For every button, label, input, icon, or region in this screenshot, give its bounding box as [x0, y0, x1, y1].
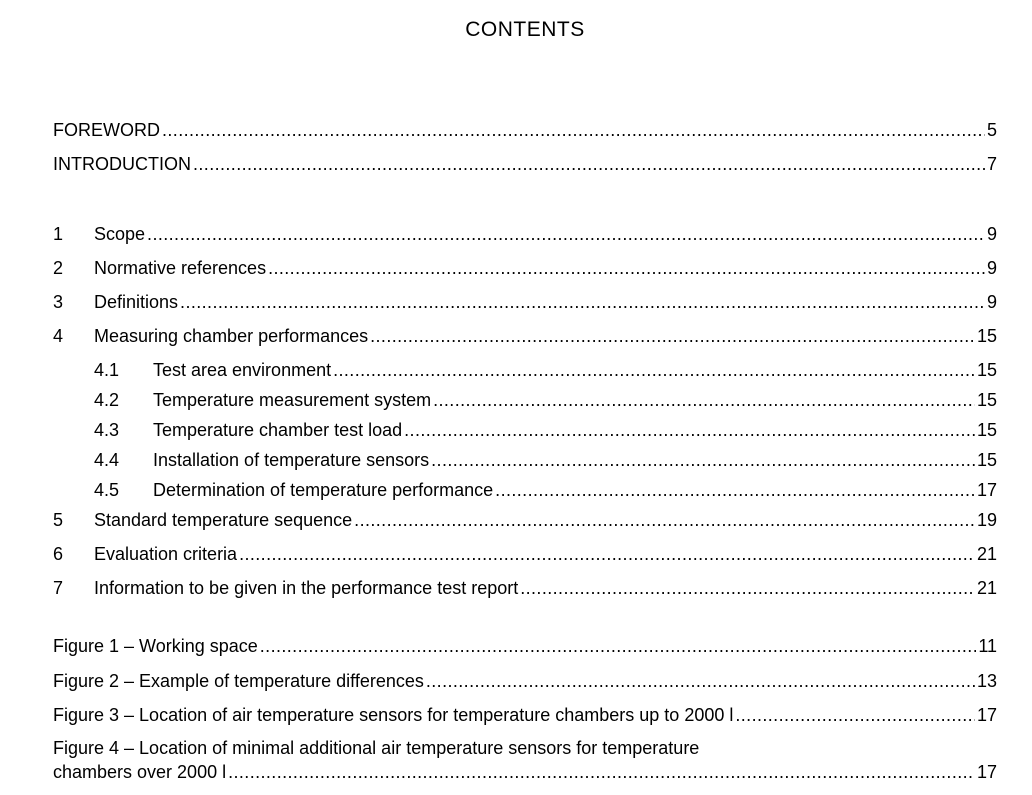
leader-dots: [426, 671, 975, 691]
toc-entry-label: Evaluation criteria: [94, 544, 238, 564]
toc-entry-page: 19: [976, 510, 997, 530]
toc-entry-clause-5[interactable]: [53, 506, 997, 530]
toc-entry-label: Definitions: [94, 292, 179, 312]
leader-dots: [239, 544, 975, 564]
toc-entry-page: 15: [976, 360, 997, 380]
leader-dots: [268, 258, 985, 278]
page-title: CONTENTS: [465, 18, 585, 41]
toc-entry-clause-7[interactable]: [53, 574, 997, 598]
toc-entry-page: 17: [976, 762, 997, 782]
leader-dots: [354, 510, 975, 530]
toc-entry-page: 21: [976, 544, 997, 564]
leader-dots: [404, 420, 975, 440]
toc-entry-label: Test area environment: [153, 360, 332, 380]
toc-entry-page: 17: [976, 480, 997, 500]
toc-entry-clause-4-4[interactable]: [94, 446, 997, 470]
toc-entry-label: Installation of temperature sensors: [153, 450, 430, 470]
toc-entry-number: 1: [53, 224, 64, 244]
toc-entry-label: Measuring chamber performances: [94, 326, 369, 346]
toc-entry-label: FOREWORD: [53, 120, 160, 140]
leader-dots: [162, 120, 985, 140]
toc-entry-clause-4-1[interactable]: [94, 356, 997, 380]
toc-entry-label: Scope: [94, 224, 146, 244]
leader-dots: [260, 636, 977, 656]
leader-dots: [495, 480, 975, 500]
toc-entry-label: Figure 3 – Location of air temperature sensors for temperature chambers up to 2000 l: [53, 705, 734, 725]
toc-entry-number: 4.3: [94, 420, 120, 440]
toc-entry-label: chambers over 2000 l: [53, 762, 227, 782]
toc-entry-number: 6: [53, 544, 64, 564]
toc-entry-clause-3[interactable]: [53, 288, 997, 312]
toc-entry-clause-1[interactable]: [53, 220, 997, 244]
leader-dots: [431, 450, 975, 470]
leader-dots: [370, 326, 975, 346]
toc-entry-number: 4.2: [94, 390, 120, 410]
leader-dots: [228, 762, 975, 782]
toc-entry-label: Determination of temperature performance: [153, 480, 494, 500]
toc-entry-page: 15: [976, 420, 997, 440]
leader-dots: [180, 292, 985, 312]
toc-entry-label: INTRODUCTION: [53, 154, 191, 174]
toc-entry-figure-4[interactable]: [53, 758, 997, 782]
leader-dots: [333, 360, 975, 380]
toc-entry-number: 4: [53, 326, 64, 346]
toc-entry-page: 17: [976, 705, 997, 725]
toc-entry-page: 9: [986, 292, 997, 312]
toc-entry-clause-6[interactable]: [53, 540, 997, 564]
toc-entry-foreword[interactable]: [53, 116, 997, 140]
toc-entry-label: Figure 2 – Example of temperature differences: [53, 671, 424, 691]
toc-entry-page: 5: [986, 120, 997, 140]
toc-entry-figure-2[interactable]: [53, 667, 997, 691]
leader-dots: [193, 154, 985, 174]
toc-entry-label: Temperature chamber test load: [153, 420, 403, 440]
toc-entry-page: 13: [976, 671, 997, 691]
toc-entry-label: Standard temperature sequence: [94, 510, 353, 530]
toc-entry-number: 7: [53, 578, 64, 598]
toc-entry-page: 15: [976, 390, 997, 410]
toc-entry-page: 21: [976, 578, 997, 598]
toc-entry-clause-4-2[interactable]: [94, 386, 997, 410]
toc-entry-figure-1[interactable]: [53, 632, 997, 656]
toc-entry-number: 5: [53, 510, 64, 530]
toc-entry-clause-4[interactable]: [53, 322, 997, 346]
toc-entry-label: Temperature measurement system: [153, 390, 432, 410]
leader-dots: [147, 224, 985, 244]
toc-entry-label: Information to be given in the performance test report: [94, 578, 519, 598]
toc-entry-page: 11: [978, 636, 997, 656]
toc-entry-introduction[interactable]: [53, 150, 997, 174]
toc-entry-clause-2[interactable]: [53, 254, 997, 278]
toc-entry-clause-4-3[interactable]: [94, 416, 997, 440]
toc-entry-number: 2: [53, 258, 64, 278]
toc-entry-figure-4-line-1[interactable]: Figure 4 – Location of minimal additional air temperature sensors for temperature: [53, 738, 700, 758]
toc-entry-number: 4.1: [94, 360, 120, 380]
leader-dots: [433, 390, 975, 410]
leader-dots: [735, 705, 975, 725]
toc-entry-number: 3: [53, 292, 64, 312]
toc-entry-page: 15: [976, 326, 997, 346]
leader-dots: [520, 578, 975, 598]
toc-entry-label: Figure 1 – Working space: [53, 636, 258, 656]
toc-entry-number: 4.4: [94, 450, 120, 470]
toc-entry-figure-3[interactable]: [53, 701, 997, 725]
toc-entry-page: 7: [986, 154, 997, 174]
toc-entry-page: 9: [986, 224, 997, 244]
toc-entry-label: Normative references: [94, 258, 267, 278]
toc-entry-clause-4-5[interactable]: [94, 476, 997, 500]
toc-entry-page: 9: [986, 258, 997, 278]
toc-entry-page: 15: [976, 450, 997, 470]
toc-entry-number: 4.5: [94, 480, 120, 500]
